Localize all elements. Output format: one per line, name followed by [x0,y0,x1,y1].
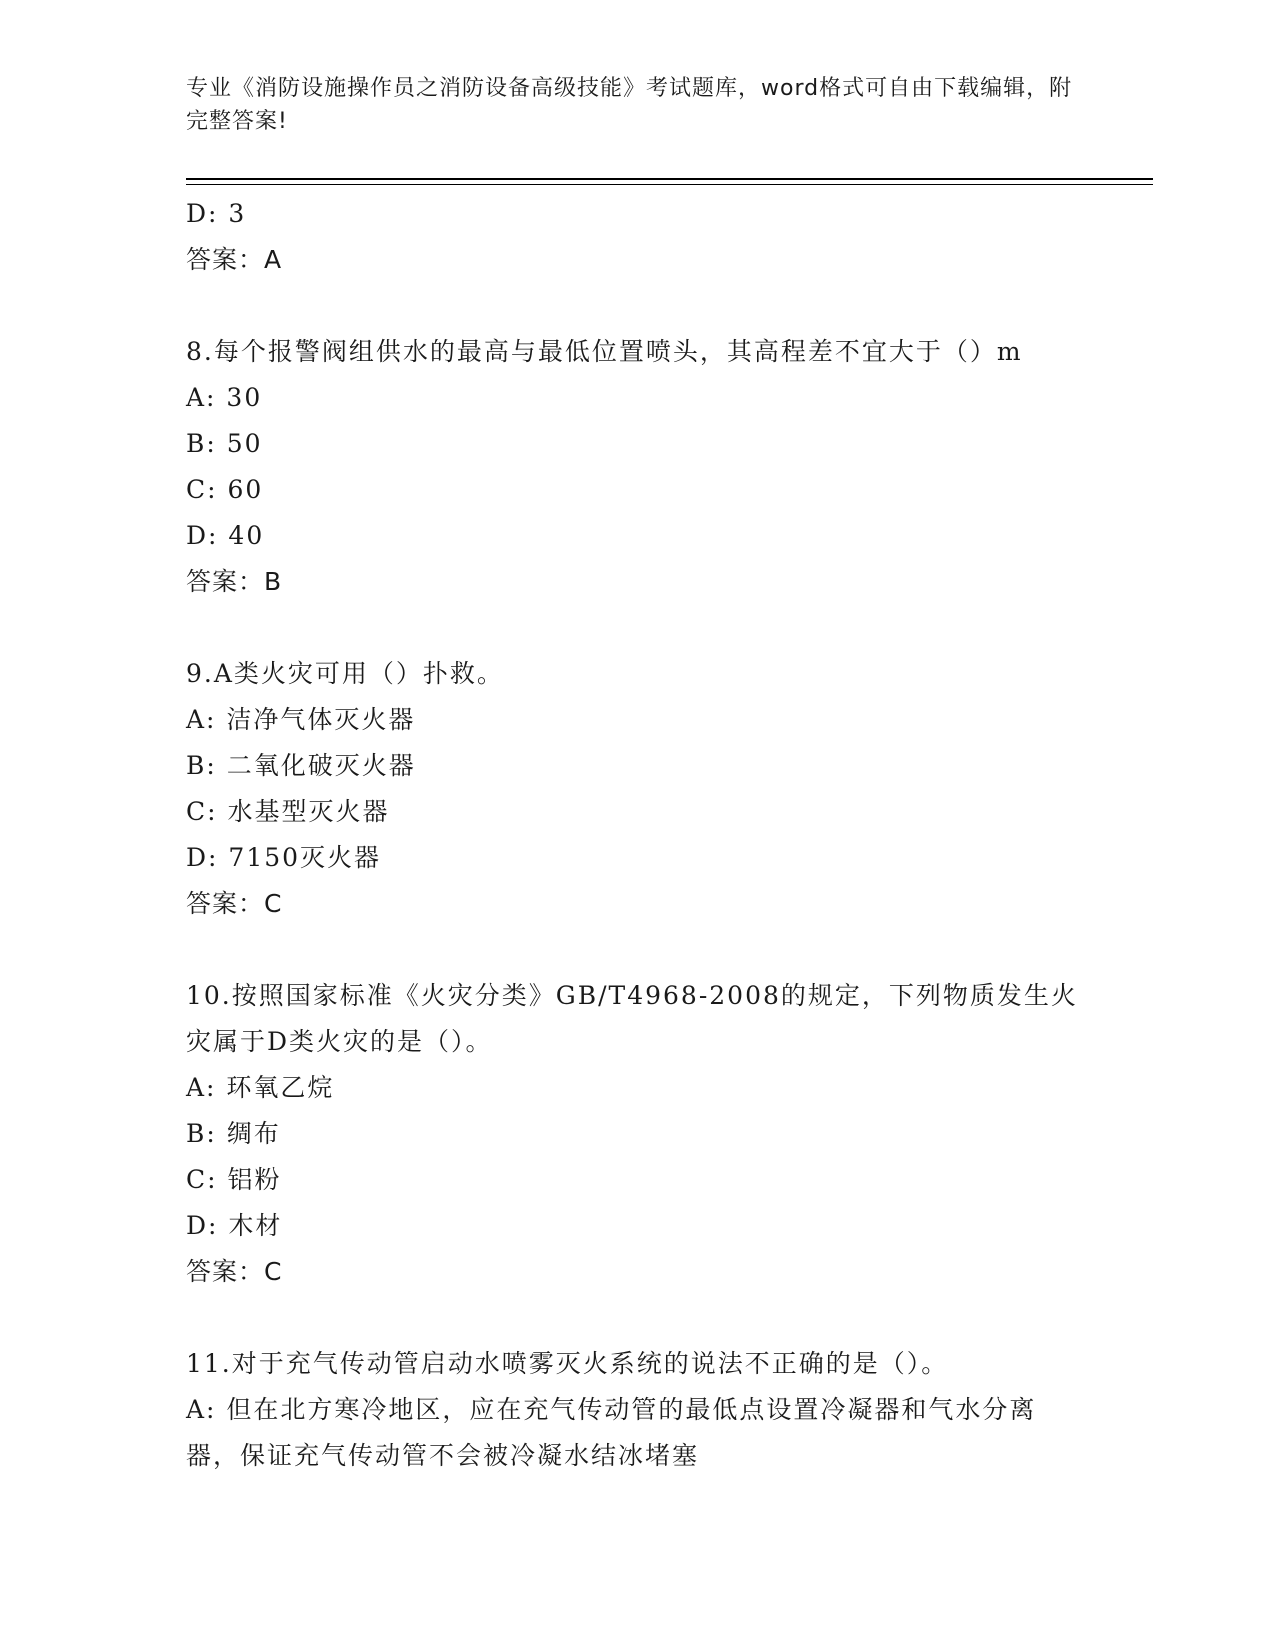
question-stem: 8.每个报警阀组供水的最高与最低位置喷头，其高程差不宜大于（）m [186,337,1023,366]
option-c: C: 水基型灭火器 [186,797,390,826]
spacer [186,283,1086,329]
option-d: D: 7150灭火器 [186,843,382,872]
question-9 [186,651,1086,927]
option-d: D: 40 [186,521,265,550]
question-stem: 11.对于充气传动管启动水喷雾灭火系统的说法不正确的是（）。 [186,1349,949,1378]
question-answer: 答案：B [186,567,283,596]
option-b: B: 绸布 [186,1119,281,1148]
header-divider-thick [186,178,1153,180]
option-c: C: 铝粉 [186,1165,282,1194]
question-8 [186,329,1086,605]
option-a: A: 洁净气体灭火器 [186,705,416,734]
option-b: B: 二氧化破灭火器 [186,751,416,780]
question-10 [186,973,1086,1295]
question-answer: 答案：C [186,889,283,918]
question-stem: 9.A类火灾可用（）扑救。 [186,659,504,688]
question-stem: 10.按照国家标准《火灾分类》GB/T4968-2008的规定，下列物质发生火灾属于D类火灾的是（）。 [186,981,1078,1056]
option-a: A: 环氧乙烷 [186,1073,335,1102]
option-d: D: 木材 [186,1211,283,1240]
prev-answer: 答案：A [186,245,283,274]
header-intro-text: 专业《消防设施操作员之消防设备高级技能》考试题库，word格式可自由下载编辑，附完整答案! [186,76,1073,134]
document-header [186,72,1076,138]
document-body [186,191,1086,1479]
prev-option-d: D: 3 [186,199,247,228]
header-divider-thin [186,184,1153,185]
question-answer: 答案：C [186,1257,283,1286]
option-a: A: 但在北方寒冷地区，应在充气传动管的最低点设置冷凝器和气水分离器，保证充气传动管不会被冷凝水结冰堵塞 [186,1395,1037,1470]
spacer [186,927,1086,973]
question-11 [186,1341,1086,1479]
spacer [186,1295,1086,1341]
option-c: C: 60 [186,475,264,504]
option-b: B: 50 [186,429,263,458]
option-a: A: 30 [186,383,263,412]
spacer [186,605,1086,651]
